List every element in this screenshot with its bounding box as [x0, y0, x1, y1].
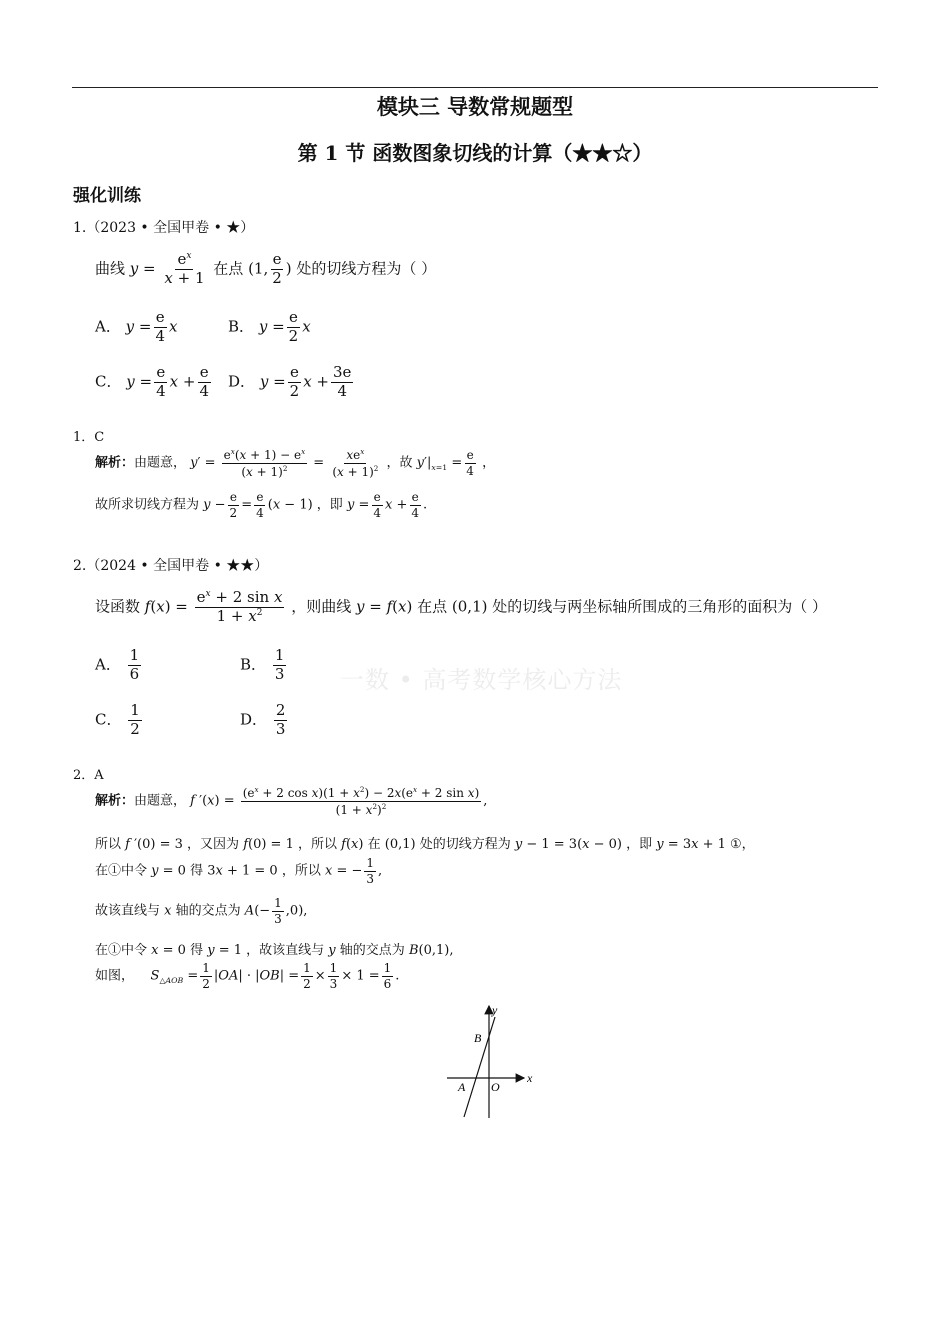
q1-header: 1.（2023 • 全国甲卷 • ★） [73, 220, 255, 236]
module-title: 模块三 导数常规题型 [376, 94, 574, 119]
a2-line3: 在①中令 y = 0 得 3x + 1 = 0 ，所以 x = − $\frac{1}{3}$ , [95, 856, 383, 886]
q1-option-c: C． y = $\frac{e}{4}$ x + $\frac{e}{4}$ [95, 363, 209, 400]
q1-option-a: A． y = $\frac{e}{4}$ x [95, 308, 178, 345]
origin-label: O [491, 1080, 500, 1094]
watermark: 一数 • 高考数学核心方法 [340, 666, 623, 694]
q1-stem: 曲线 y = $\frac{e^x}{x + 1}$ 在点 (1, $\frac{e}{2}$ ) 处的切线方程为（ ） [95, 250, 437, 287]
a1-line1: 解析：由题意， y′ = $\frac{e^x(x + 1) - e^x}{(x + 1)^2}$ = $\frac{xe^x}{(x + 1)^2}$ ，故 $y'|_{x=1}$ = $\frac{e}{4}$ ， [95, 447, 496, 479]
subsection-title: 强化训练 [73, 186, 141, 206]
a2-answer: 2．A [73, 768, 104, 783]
a1-line2: 故所求切线方程为 y − $\frac{e}{2}$ = $\frac{e}{4}$ (x − 1) ，即 y = $\frac{e}{4}$ x + $\frac{e}{4}$ . [95, 490, 428, 520]
q1-option-b: B． y = $\frac{e}{2}$ x [228, 308, 311, 345]
tangent-line-figure [440, 1000, 540, 1125]
q2-option-a: A． $\frac{1}{6}$ [95, 646, 140, 683]
point-b-label: B [474, 1031, 482, 1045]
y-axis-label: y [492, 1003, 498, 1017]
q1-function-fraction: $\frac{e^x}{x + 1}$ [164, 250, 205, 287]
a2-line4: 故该直线与 x 轴的交点为 A(− $\frac{1}{3}$ ,0), [95, 896, 308, 926]
q2-option-b: B． $\frac{1}{3}$ [240, 646, 285, 683]
section-title: 第 1 节 函数图象切线的计算（★★☆） [297, 141, 653, 165]
a2-line1: 解析：由题意， f ′(x) = $\frac{(e^x + 2 \cos x)(1 + x^2) - 2x(e^x + 2 \sin x)}{(1 + x^2)^2}$ , [95, 785, 488, 817]
q2-header: 2.（2024 • 全国甲卷 • ★★） [73, 558, 269, 574]
a2-line6: 如图， $S_{\triangle AOB}$ = $\frac{1}{2}$ |OA| · |OB| = $\frac{1}{2}$ × $\frac{1}{3}$ × 1 = $\frac{1}{6}$ . [95, 961, 400, 991]
a2-line2: 所以 f ′(0) = 3 ，又因为 f(0) = 1 ，所以 f(x) 在 (0,1) 处的切线方程为 y − 1 = 3(x − 0) ，即 y = 3x + 1 ①， [95, 837, 755, 852]
q2-stem: 设函数 f(x) = $\frac{e^x + 2 \sin x}{1 + x^2}$ ，则曲线 y = f(x) 在点 (0,1) 处的切线与两坐标轴所围成的三角形的面积为（ ） [95, 588, 828, 625]
q1-option-d: D． y = $\frac{e}{2}$ x + $\frac{3e}{4}$ [228, 363, 352, 400]
a1-answer: 1．C [73, 430, 105, 445]
q2-option-c: C． $\frac{1}{2}$ [95, 701, 140, 738]
q1-stem-suffix: 处的切线方程为（ ） [296, 259, 437, 278]
q1-stem-mid: 在点 [213, 259, 244, 278]
top-rule [72, 87, 878, 88]
q1-stem-prefix: 曲线 [95, 259, 126, 278]
a2-line5: 在①中令 x = 0 得 y = 1 ，故该直线与 y 轴的交点为 B(0,1), [95, 943, 454, 958]
q2-option-d: D． $\frac{2}{3}$ [240, 701, 286, 738]
x-axis-label: x [527, 1071, 533, 1085]
point-a-label: A [458, 1080, 466, 1094]
